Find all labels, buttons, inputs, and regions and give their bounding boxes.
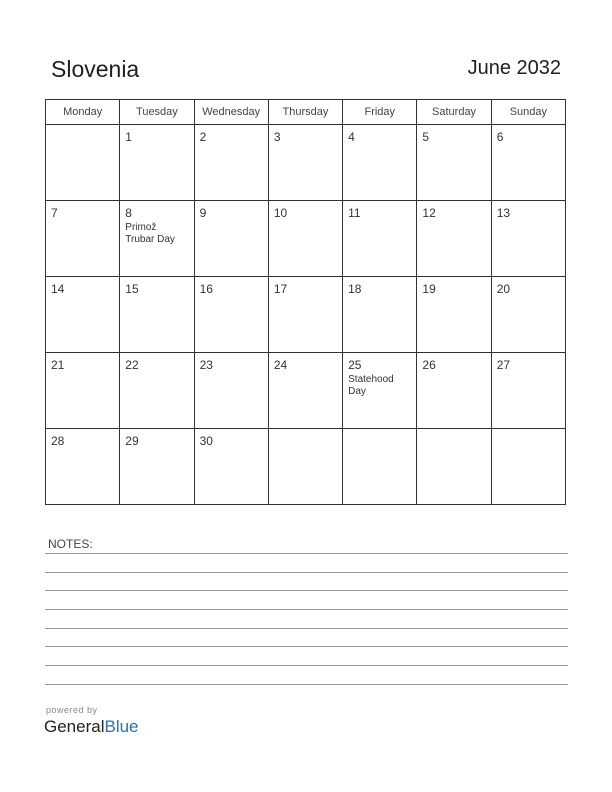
- week-row-1: [46, 125, 566, 201]
- week-row-3: [46, 277, 566, 353]
- day-cell: [268, 201, 342, 277]
- weekday-monday: Monday: [46, 100, 120, 125]
- country-title: Slovenia: [51, 56, 140, 82]
- day-cell: [491, 277, 565, 353]
- day-cell: [491, 125, 565, 201]
- day-cell: [46, 429, 120, 505]
- day-cell: [120, 353, 194, 429]
- day-number: 14: [51, 282, 65, 296]
- brand-blue: Blue: [104, 717, 139, 736]
- brand-general: General: [44, 717, 105, 736]
- day-number: 17: [273, 282, 288, 296]
- weekday-header-row: [46, 100, 566, 125]
- day-cell: [343, 277, 417, 353]
- day-number: 12: [422, 206, 436, 220]
- day-cell: [268, 277, 342, 353]
- day-number: 28: [51, 434, 65, 448]
- day-cell: [343, 429, 417, 505]
- weekday-thursday: Thursday: [268, 100, 342, 125]
- month-title: June 2032: [467, 57, 561, 79]
- weekday-saturday: Saturday: [417, 100, 491, 125]
- day-number: 8: [125, 206, 132, 220]
- day-number: 13: [496, 206, 511, 220]
- day-number: 10: [273, 206, 288, 220]
- note-line: [45, 609, 568, 610]
- note-line: [45, 628, 568, 629]
- note-line: [45, 590, 568, 591]
- day-cell: [417, 125, 491, 201]
- day-number: 4: [348, 130, 355, 144]
- day-cell: [194, 201, 268, 277]
- day-cell: [343, 353, 417, 429]
- day-cell: [417, 353, 491, 429]
- note-line: [45, 665, 568, 666]
- day-cell: [120, 201, 194, 277]
- day-number: 18: [348, 282, 362, 296]
- day-cell: [417, 201, 491, 277]
- day-cell: [194, 125, 268, 201]
- day-number: 29: [125, 434, 139, 448]
- day-cell: [46, 277, 120, 353]
- day-number: 11: [348, 206, 361, 220]
- weekday-sunday: Sunday: [491, 100, 565, 125]
- day-cell: [46, 353, 120, 429]
- day-cell: [417, 429, 491, 505]
- day-cell: [268, 429, 342, 505]
- note-line: [45, 646, 568, 647]
- day-number: 22: [125, 358, 139, 372]
- calendar-grid: [45, 99, 566, 505]
- day-number: 9: [199, 206, 207, 220]
- day-number: 25: [348, 358, 362, 372]
- week-row-5: [46, 429, 566, 505]
- day-cell: [194, 429, 268, 505]
- day-number: 23: [199, 358, 213, 372]
- day-cell: [343, 201, 417, 277]
- note-line: [45, 553, 568, 554]
- day-number: 21: [51, 358, 65, 372]
- day-number: 27: [496, 358, 511, 372]
- day-cell: [417, 277, 491, 353]
- note-line: [45, 684, 568, 685]
- day-cell: [46, 125, 120, 201]
- day-cell: [120, 125, 194, 201]
- week-row-4: [46, 353, 566, 429]
- day-number: 6: [496, 130, 504, 144]
- day-cell: [491, 353, 565, 429]
- powered-by-text: powered by: [46, 705, 98, 715]
- weekday-friday: Friday: [343, 100, 417, 125]
- day-cell: [491, 201, 565, 277]
- day-number: 24: [273, 358, 288, 372]
- day-cell: [120, 277, 194, 353]
- notes-label: NOTES:: [48, 537, 93, 551]
- day-number: 5: [422, 130, 430, 144]
- day-number: 16: [199, 282, 213, 296]
- day-number: 15: [125, 282, 139, 296]
- day-cell: [120, 429, 194, 505]
- day-number: 3: [273, 130, 281, 144]
- day-cell: [343, 125, 417, 201]
- day-cell: [46, 201, 120, 277]
- day-cell: [491, 429, 565, 505]
- holiday-label: Statehood Day: [348, 374, 394, 397]
- day-number: 30: [199, 434, 213, 448]
- day-number: 20: [496, 282, 511, 296]
- day-cell: [268, 125, 342, 201]
- day-number: 1: [125, 130, 132, 144]
- week-row-2: [46, 201, 566, 277]
- weekday-tuesday: Tuesday: [120, 100, 194, 125]
- holiday-label: Primož Trubar Day: [125, 222, 175, 245]
- day-cell: [194, 277, 268, 353]
- day-cell: [194, 353, 268, 429]
- note-line: [45, 572, 568, 573]
- day-number: 19: [422, 282, 436, 296]
- day-cell: [268, 353, 342, 429]
- brand-logo: [44, 717, 139, 737]
- day-number: 26: [422, 358, 436, 372]
- weekday-wednesday: Wednesday: [194, 100, 268, 125]
- day-number: 7: [51, 206, 58, 220]
- day-number: 2: [199, 130, 207, 144]
